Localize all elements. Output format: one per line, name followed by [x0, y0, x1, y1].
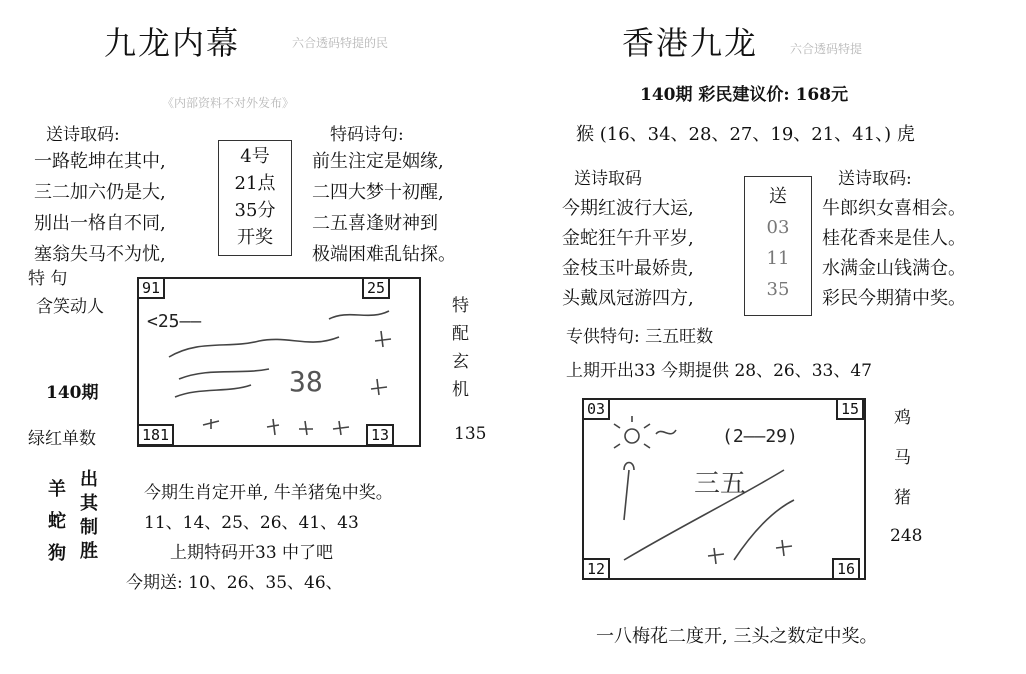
right-subtitle-faint: 六合透码特提 — [790, 42, 863, 56]
right-poem-right — [822, 194, 966, 314]
right-poem-line: 水满金山钱满仓。 — [822, 258, 966, 279]
left-poem — [34, 146, 166, 270]
right-poem-line: 牛郎织女喜相会。 — [822, 198, 966, 219]
left-poem-line: 一路乾坤在其中, — [34, 151, 166, 172]
left-verdict-char: 出 — [80, 469, 98, 490]
left-special-poem-line: 极端困难乱钻探。 — [312, 244, 456, 265]
left-vertical-char: 机 — [452, 380, 469, 400]
right-corner-bottom-right: 16 — [832, 558, 860, 580]
left-line-4: 今期送: 10、26、35、46、 — [126, 573, 343, 593]
left-verdict-char: 其 — [80, 493, 98, 514]
right-poem-line: 今期红波行大运, — [562, 198, 694, 219]
left-sketch-text: 38 — [289, 365, 323, 398]
left-poem-line: 塞翁失马不为忧, — [34, 244, 166, 265]
left-vertical-char: 特 — [452, 296, 469, 316]
left-vertical-char: 配 — [452, 324, 469, 344]
left-special-poem-line: 二五喜逢财神到 — [312, 213, 438, 234]
left-sketch-plant — [371, 379, 387, 395]
right-box-line: 03 — [766, 217, 790, 238]
right-sketch-stem — [624, 470, 629, 520]
left-special-poem — [312, 146, 456, 270]
right-poem-line: 桂花香来是佳人。 — [822, 228, 966, 249]
left-draw-time-box — [218, 140, 292, 256]
right-poem-line: 头戴凤冠游四方, — [562, 288, 694, 309]
right-poem-line: 金枝玉叶最娇贵, — [562, 258, 694, 279]
left-line-2: 11、14、25、26、41、43 — [144, 513, 359, 533]
right-sketch-slope — [734, 500, 794, 560]
left-picture-frame — [137, 277, 421, 447]
left-phrase: 含笑动人 — [36, 297, 104, 317]
right-monkey-line: 猴 (16、34、28、27、19、21、41、) 虎 — [576, 124, 915, 145]
right-picture-frame — [582, 398, 866, 580]
left-line-3: 上期特码开33 中了吧 — [170, 543, 334, 563]
left-sketch-text: <25—— — [147, 311, 202, 332]
left-sketch-cloud — [175, 385, 251, 397]
left-sketch-plant — [333, 421, 349, 435]
left-corner-top-right: 25 — [362, 277, 390, 299]
left-vertical-label — [452, 292, 469, 404]
left-box-line: 21点 — [234, 173, 276, 194]
right-sketch-flower — [624, 463, 634, 471]
right-sketch-plant — [776, 540, 792, 556]
left-vertical-char: 玄 — [452, 352, 469, 372]
left-vertical-number: 135 — [454, 424, 487, 444]
left-subtitle-faint: 六合透码特提的民 — [292, 36, 389, 50]
left-note-faint: 《内部资料不对外发布》 — [162, 96, 295, 110]
right-animal: 猪 — [894, 488, 911, 508]
left-sketch-cloud — [169, 337, 339, 357]
left-corner-bottom-right: 13 — [366, 424, 394, 446]
left-poem-line: 别出一格自不同, — [34, 213, 166, 234]
right-corner-bottom-left: 12 — [582, 558, 610, 580]
right-box-line: 11 — [766, 248, 790, 269]
left-box-line: 4号 — [240, 146, 270, 167]
right-title: 香港九龙 — [622, 24, 759, 62]
left-period: 140期 — [46, 383, 99, 403]
left-poem-line: 三二加六仍是大, — [34, 182, 166, 203]
right-special-phrase: 专供特句: 三五旺数 — [566, 327, 714, 347]
right-box-line: 35 — [766, 279, 790, 300]
right-animal: 马 — [894, 448, 911, 468]
right-corner-top-right: 15 — [836, 398, 864, 420]
right-box-line: 送 — [769, 186, 787, 207]
left-zodiac: 羊 — [48, 479, 66, 500]
right-send-box — [744, 176, 812, 316]
left-line-1: 今期生肖定开单, 牛羊猪兔中奖。 — [144, 483, 393, 503]
right-sketch-text: (2——29) — [722, 426, 798, 447]
left-box-line: 开奖 — [237, 227, 273, 248]
right-footer: 一八梅花二度开, 三头之数定中奖。 — [596, 626, 878, 647]
left-box-line: 35分 — [234, 200, 276, 221]
left-zodiac: 蛇 — [48, 511, 66, 532]
right-sketch-bird — [656, 430, 676, 434]
left-color-label: 绿红单数 — [28, 429, 96, 449]
left-verdict-char: 制 — [80, 517, 98, 538]
right-poem-line: 彩民今期猜中奖。 — [822, 288, 966, 309]
right-last-line: 上期开出33 今期提供 28、26、33、47 — [566, 361, 872, 381]
left-sketch-plant — [267, 419, 279, 435]
left-phrase-heading: 特 句 — [28, 269, 68, 289]
left-sketch-plant — [203, 419, 219, 429]
right-sketch-text: 三五 — [694, 469, 747, 499]
left-zodiac-column — [48, 474, 66, 570]
left-title: 九龙内幕 — [104, 24, 241, 62]
right-price-line: 140期 彩民建议价: 168元 — [640, 85, 849, 105]
left-zodiac: 狗 — [48, 543, 66, 564]
left-sketch — [139, 279, 419, 445]
left-verdict-column — [80, 468, 98, 564]
left-poem-heading: 送诗取码: — [46, 125, 120, 145]
right-animal: 鸡 — [894, 408, 911, 428]
left-corner-bottom-left: 181 — [137, 424, 174, 446]
right-corner-top-left: 03 — [582, 398, 610, 420]
left-sketch-plant — [375, 331, 391, 347]
right-animal-number: 248 — [890, 526, 923, 546]
right-poem-line: 金蛇狂午升平岁, — [562, 228, 694, 249]
left-sketch-plant — [299, 421, 313, 435]
right-sketch-sun — [625, 429, 639, 443]
right-poem-left — [562, 194, 694, 314]
right-poem-heading-left: 送诗取码 — [574, 169, 642, 189]
left-special-heading: 特码诗句: — [330, 125, 404, 145]
right-sketch-plant — [708, 548, 724, 564]
left-special-poem-line: 二四大梦十初醒, — [312, 182, 444, 203]
right-sketch — [584, 400, 864, 578]
left-special-poem-line: 前生注定是姻缘, — [312, 151, 444, 172]
right-animals — [894, 398, 911, 518]
left-corner-top-left: 91 — [137, 277, 165, 299]
left-sketch-cloud — [179, 369, 269, 379]
left-sketch-swirl — [329, 311, 389, 319]
right-poem-heading-right: 送诗取码: — [838, 169, 912, 189]
left-verdict-char: 胜 — [80, 541, 98, 562]
